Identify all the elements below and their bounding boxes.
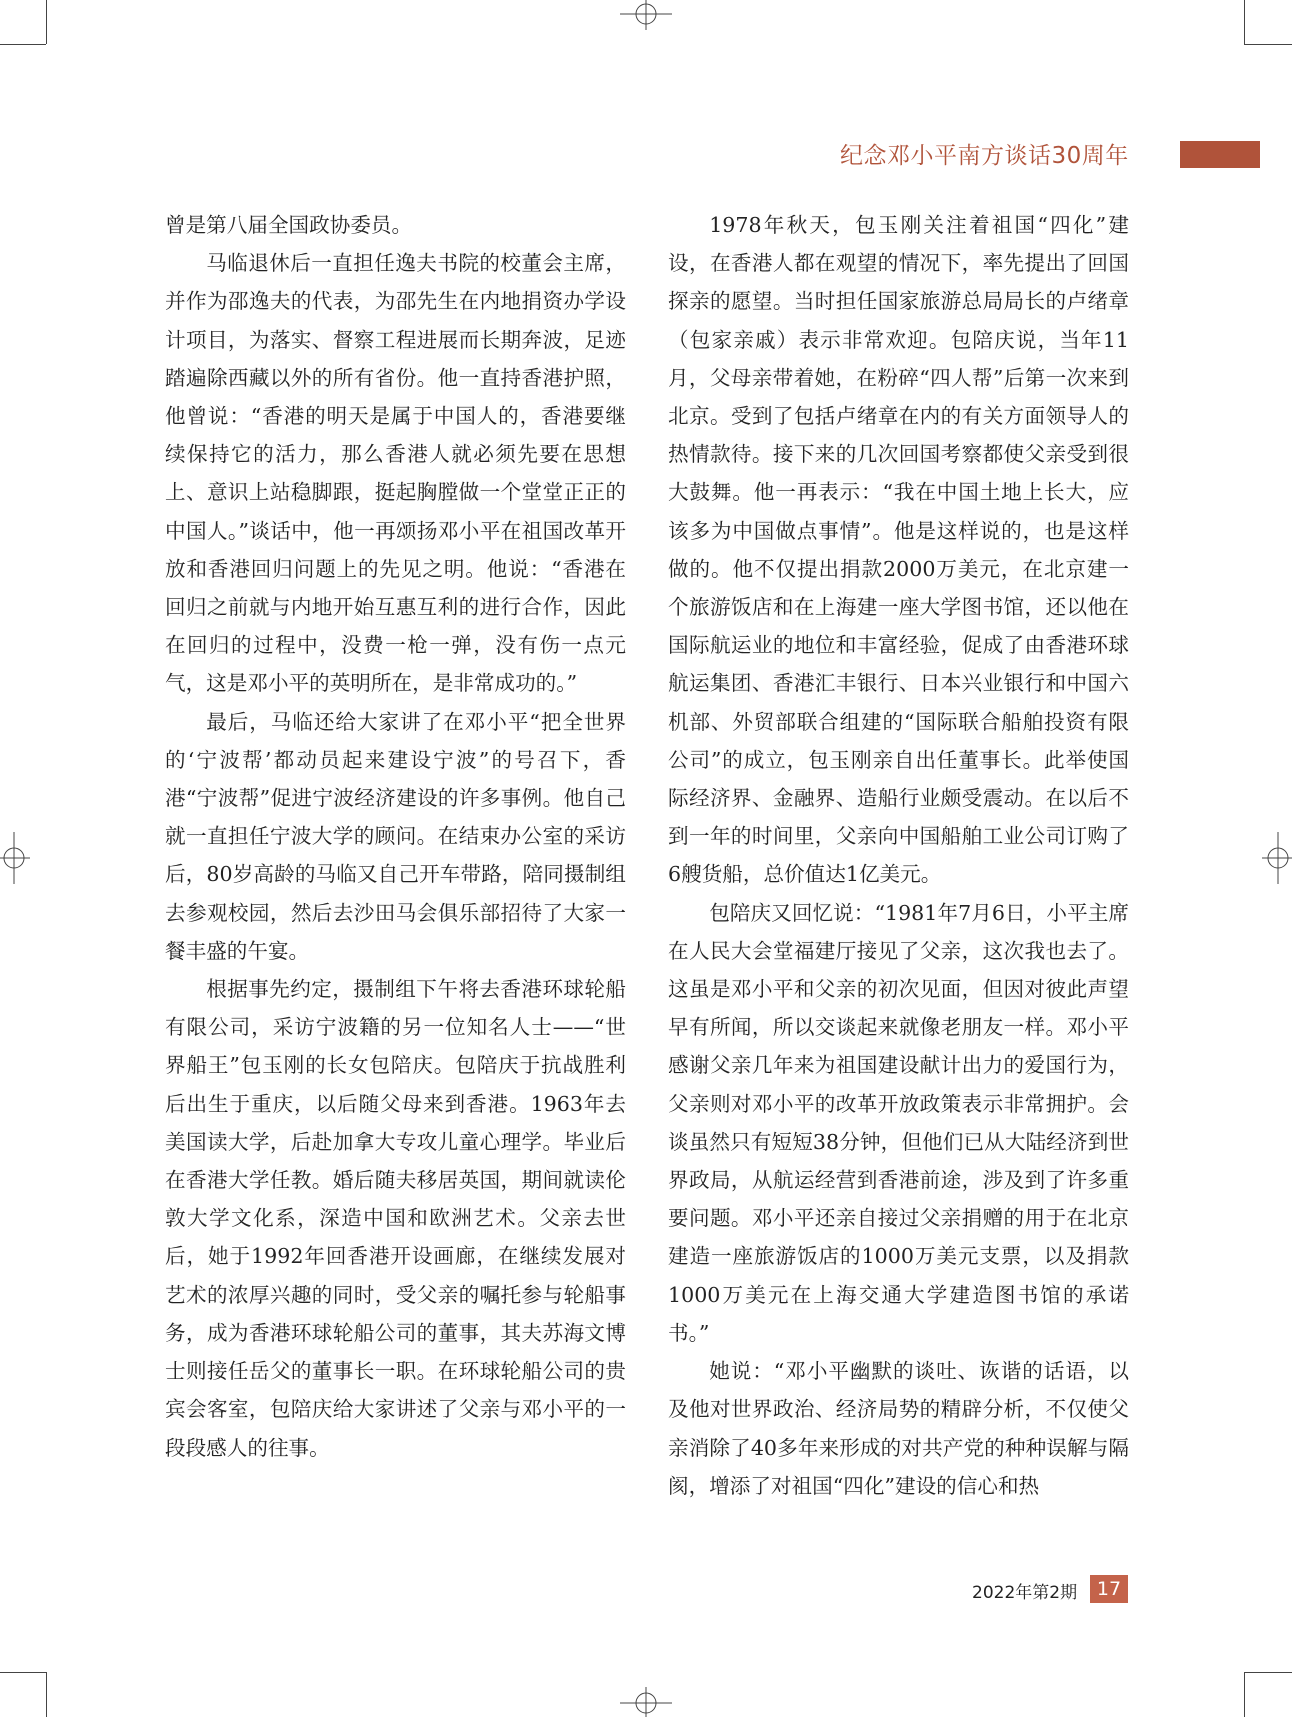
crop-mark bbox=[1244, 1672, 1292, 1673]
crop-mark bbox=[1244, 44, 1292, 45]
right-column bbox=[668, 206, 1129, 1505]
crop-mark bbox=[0, 1672, 46, 1673]
crop-mark bbox=[46, 1672, 47, 1717]
paragraph: 根据事先约定，摄制组下午将去香港环球轮船有限公司，采访宁波籍的另一位知名人士——“世界船王”包玉刚的长女包陪庆。包陪庆于抗战胜利后出生于重庆，以后随父母来到香港。1963年去美国读大学，后赴加拿大专攻儿童心理学。毕业后在香港大学任教。婚后随夫移居英国，期间就读伦敦大学文化系，深造中国和欧洲艺术。父亲去世后，她于1992年回香港开设画廊，在继续发展对艺术的浓厚兴趣的同时，受父亲的嘱托参与轮船事务，成为香港环球轮船公司的董事，其夫苏海文博士则接任岳父的董事长一职。在环球轮船公司的贵宾会客室，包陪庆给大家讲述了父亲与邓小平的一段段感人的往事。 bbox=[165, 977, 626, 1460]
header-accent-bar bbox=[1180, 141, 1260, 168]
paragraph: 她说：“邓小平幽默的谈吐、诙谐的话语，以及他对世界政治、经济局势的精辟分析，不仅使父亲消除了40多年来形成的对共产党的种种误解与隔阂，增添了对祖国“四化”建设的信心和热 bbox=[668, 1359, 1129, 1498]
issue-label: 2022年第2期 bbox=[972, 1583, 1078, 1603]
registration-mark-right bbox=[1262, 830, 1292, 886]
registration-mark-top bbox=[618, 0, 674, 30]
page-number: 17 bbox=[1090, 1575, 1128, 1603]
registration-mark-bottom bbox=[618, 1687, 674, 1717]
crop-mark bbox=[0, 44, 46, 45]
paragraph: 马临退休后一直担任逸夫书院的校董会主席，并作为邵逸夫的代表，为邵先生在内地捐资办学设计项目，为落实、督察工程进展而长期奔波，足迹踏遍除西藏以外的所有省份。他一直持香港护照，他曾说：“香港的明天是属于中国人的，香港要继续保持它的活力，那么香港人就必须先要在思想上、意识上站稳脚跟，挺起胸膛做一个堂堂正正的中国人。”谈话中，他一再颂扬邓小平在祖国改革开放和香港回归问题上的先见之明。他说：“香港在回归之前就与内地开始互惠互利的进行合作，因此在回归的过程中，没费一枪一弹，没有伤一点元气，这是邓小平的英明所在，是非常成功的。” bbox=[165, 251, 626, 696]
left-column bbox=[165, 206, 626, 1467]
running-header-title: 纪念邓小平南方谈话30周年 bbox=[840, 143, 1129, 169]
paragraph: 曾是第八届全国政协委员。 bbox=[165, 213, 413, 237]
paragraph: 最后，马临还给大家讲了在邓小平“把全世界的‘宁波帮’都动员起来建设宁波”的号召下，香港“宁波帮”促进宁波经济建设的许多事例。他自己就一直担任宁波大学的顾问。在结束办公室的采访后，80岁高龄的马临又自己开车带路，陪同摄制组去参观校园，然后去沙田马会俱乐部招待了大家一餐丰盛的午宴。 bbox=[165, 709, 626, 963]
crop-mark bbox=[1244, 0, 1245, 44]
crop-mark bbox=[46, 0, 47, 44]
registration-mark-left bbox=[0, 830, 30, 886]
paragraph: 1978年秋天，包玉刚关注着祖国“四化”建设，在香港人都在观望的情况下，率先提出了回国探亲的愿望。当时担任国家旅游总局局长的卢绪章（包家亲戚）表示非常欢迎。包陪庆说，当年11月，父母亲带着她，在粉碎“四人帮”后第一次来到北京。受到了包括卢绪章在内的有关方面领导人的热情款待。接下来的几次回国考察都使父亲受到很大鼓舞。他一再表示：“我在中国土地上长大，应该多为中国做点事情”。他是这样说的，也是这样做的。他不仅提出捐款2000万美元，在北京建一个旅游饭店和在上海建一座大学图书馆，还以他在国际航运业的地位和丰富经验，促成了由香港环球航运集团、香港汇丰银行、日本兴业银行和中国六机部、外贸部联合组建的“国际联合船舶投资有限公司”的成立，包玉刚亲自出任董事长。此举使国际经济界、金融界、造船行业颇受震动。在以后不到一年的时间里，父亲向中国船舶工业公司订购了6艘货船，总价值达1亿美元。 bbox=[668, 213, 1129, 887]
paragraph: 包陪庆又回忆说：“1981年7月6日，小平主席在人民大会堂福建厅接见了父亲，这次我也去了。这虽是邓小平和父亲的初次见面，但因对彼此声望早有所闻，所以交谈起来就像老朋友一样。邓小平感谢父亲几年来为祖国建设献计出力的爱国行为，父亲则对邓小平的改革开放政策表示非常拥护。会谈虽然只有短短38分钟，但他们已从大陆经济到世界政局，从航运经营到香港前途，涉及到了许多重要问题。邓小平还亲自接过父亲捐赠的用于在北京建造一座旅游饭店的1000万美元支票，以及捐款1000万美元在上海交通大学建造图书馆的承诺书。” bbox=[668, 900, 1129, 1345]
crop-mark bbox=[1244, 1672, 1245, 1717]
